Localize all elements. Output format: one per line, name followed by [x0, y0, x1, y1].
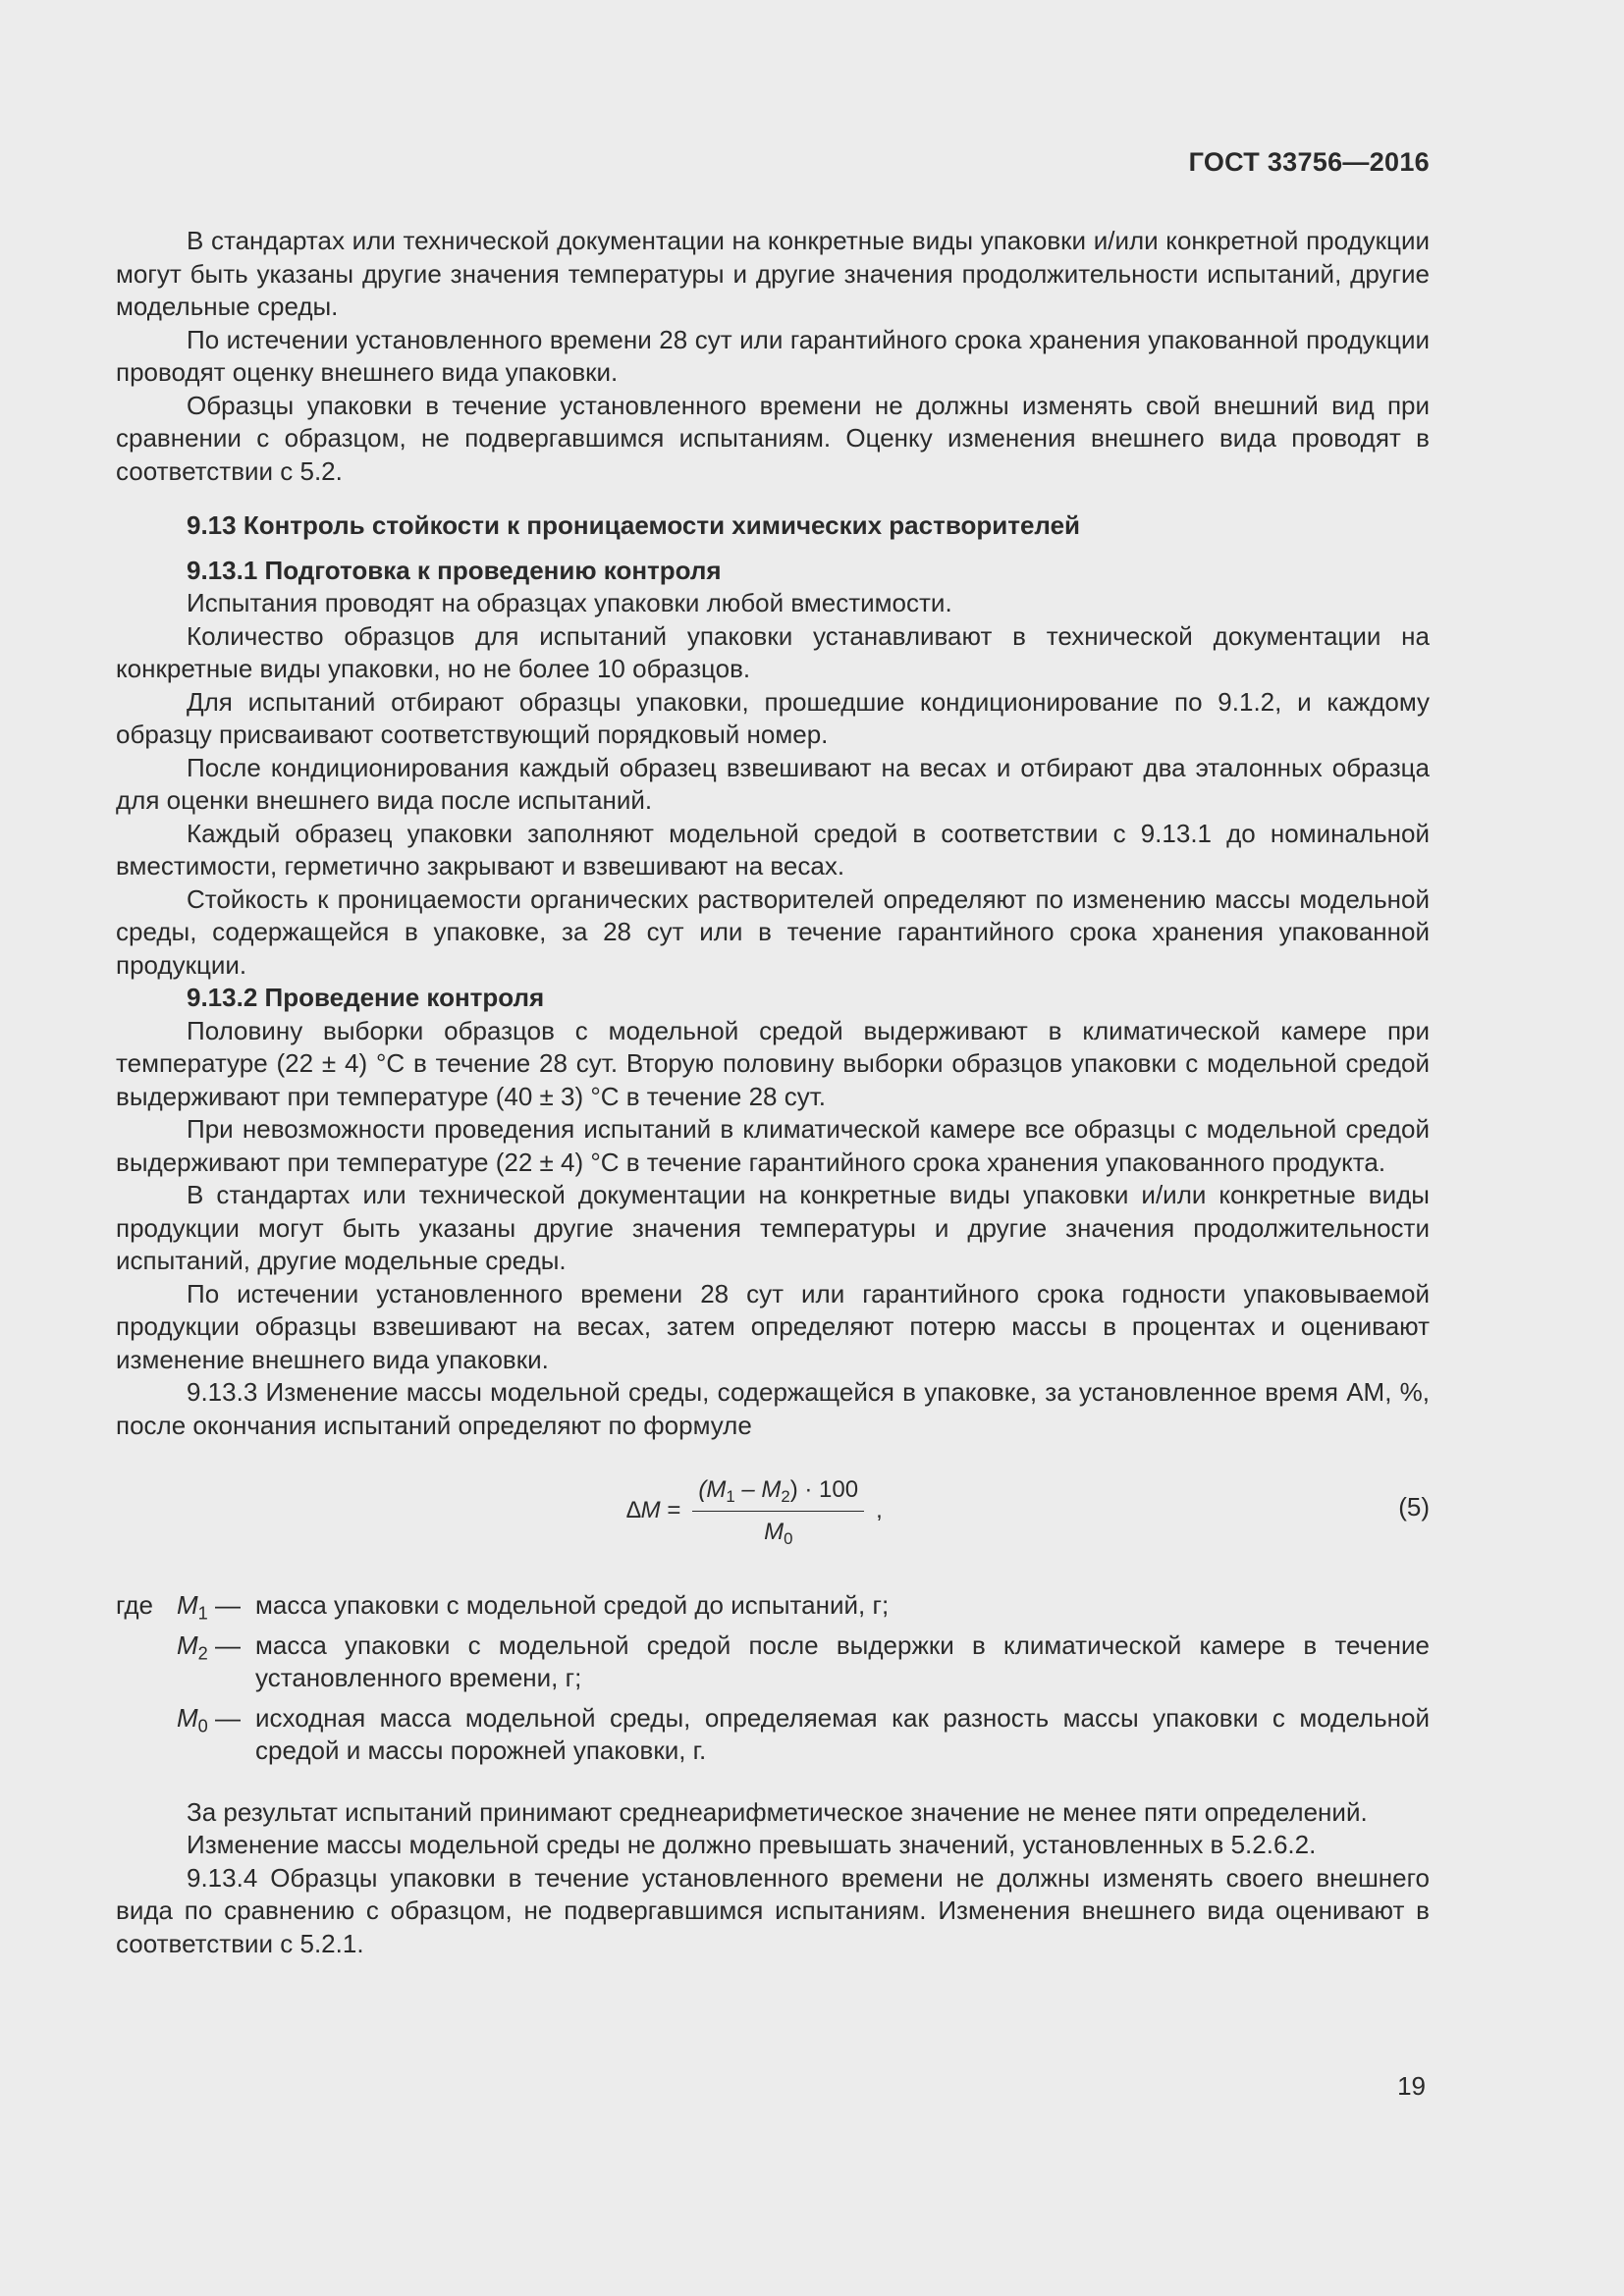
paragraph-9-13-3: 9.13.3 Изменение массы модельной среды, содержащейся в упаковке, за установленное время АМ, %, после окончания испытаний определяют по формуле	[116, 1377, 1430, 1440]
paragraph: Испытания проводят на образцах упаковки любой вместимости.	[187, 588, 952, 617]
where-label: где	[116, 1590, 153, 1620]
paragraph: В стандартах или технической документации на конкретные виды упаковки и/или конкретной продукции могут быть указаны другие значения температуры и другие значения продолжительности испытаний, другие модельные среды.	[116, 226, 1430, 321]
paragraph: Изменение массы модельной среды не должно превышать значений, установленных в 5.2.6.2.	[187, 1830, 1317, 1859]
document-page	[116, 0, 1430, 2296]
formula-fraction	[692, 1473, 864, 1548]
paragraph: После кондиционирования каждый образец взвешивают на весах и отбирают два эталонных образца для оценки внешнего вида после испытаний.	[116, 752, 1430, 815]
formula-denominator: $M_0$	[764, 1518, 793, 1548]
where-item: $M_0$ — исходная масса модельной среды, определяемая как разность массы упаковки с модельной средой и массы порожней упаковки, г.	[177, 1702, 1430, 1765]
paragraph: Образцы упаковки в течение установленного времени не должны изменять свой внешний вид при сравнении с образцом, не подвергавшимся испытаниям. Оценку изменения внешнего вида проводят в соответствии с 5.2.	[116, 390, 1430, 486]
where-item: $M_2$ — масса упаковки с модельной средой после выдержки в климатической камере в течение установленного времени, г;	[177, 1629, 1430, 1692]
formula-expression: ∆M = $\frac{(M_1 - M_2) \cdot 100}{M_0}$ ,	[626, 1473, 883, 1548]
where-item: где $M_1$ — масса упаковки с модельной средой до испытаний, г;	[116, 1590, 890, 1624]
paragraph: Половину выборки образцов с модельной средой выдерживают в климатической камере при температуре (22 ± 4) °С в течение 28 сут. Вторую половину выборки образцов упаковки с модельной средой выдерживают при температуре (40 ± 3) °С в течение 28 сут.	[116, 1015, 1430, 1111]
paragraph: Количество образцов для испытаний упаковки устанавливают в технической документации на конкретные виды упаковки, но не более 10 образцов.	[116, 620, 1430, 683]
section-heading-9-13-1: 9.13.1 Подготовка к проведению контроля	[187, 555, 722, 585]
section-heading-9-13: 9.13 Контроль стойкости к проницаемости химических растворителей	[187, 510, 1081, 540]
paragraph: Для испытаний отбирают образцы упаковки, прошедшие кондиционирование по 9.1.2, и каждому образцу присваивают соответствующий порядковый номер.	[116, 686, 1430, 749]
paragraph-9-13-4: 9.13.4 Образцы упаковки в течение установленного времени не должны изменять своего внешнего вида по сравнению с образцом, не подвергавшимся испытаниям. Изменения внешнего вида оценивают в соответствии с 5.2.1.	[116, 1862, 1430, 1958]
formula-numerator: $(M_1 - M_2) \cdot 100$	[692, 1473, 864, 1512]
paragraph: За результат испытаний принимают среднеарифметическое значение не менее пяти определений.	[187, 1796, 1368, 1827]
paragraph: В стандартах или технической документации на конкретные виды упаковки и/или конкретные виды продукции могут быть указаны другие значения температуры и другие значения продолжительности испытаний, другие модельные среды.	[116, 1180, 1430, 1275]
equation-number: (5)	[1398, 1492, 1430, 1522]
document-body	[116, 225, 1430, 1960]
paragraph: По истечении установленного времени 28 сут или гарантийного срока годности упаковываемой продукции образцы взвешивают на весах, затем определяют потерю массы в процентах и оценивают изменение внешнего вида упаковки.	[116, 1278, 1430, 1374]
document-header: ГОСТ 33756—2016	[1188, 147, 1430, 177]
paragraph: При невозможности проведения испытаний в климатической камере все образцы с модельной средой выдерживают при температуре (22 ± 4) °С в течение гарантийного срока хранения упакованного продукта.	[116, 1114, 1430, 1177]
formula-lhs: ∆M	[626, 1497, 661, 1524]
paragraph: Стойкость к проницаемости органических растворителей определяют по изменению массы модельной среды, содержащейся в упаковке, за 28 сут или в течение гарантийного срока хранения упакованной продукции.	[116, 883, 1430, 980]
section-heading-9-13-2: 9.13.2 Проведение контроля	[187, 983, 545, 1012]
page-number: 19	[1397, 2071, 1426, 2101]
formula-equals: =	[667, 1497, 681, 1524]
where-list	[116, 1589, 1430, 1768]
paragraph: Каждый образец упаковки заполняют модельной средой в соответствии с 9.13.1 до номинальной вместимости, герметично закрывают и взвешивают на весах.	[116, 818, 1430, 881]
formula-5	[116, 1456, 1430, 1562]
paragraph: По истечении установленного времени 28 сут или гарантийного срока хранения упакованной продукции проводят оценку внешнего вида упаковки.	[116, 324, 1430, 387]
